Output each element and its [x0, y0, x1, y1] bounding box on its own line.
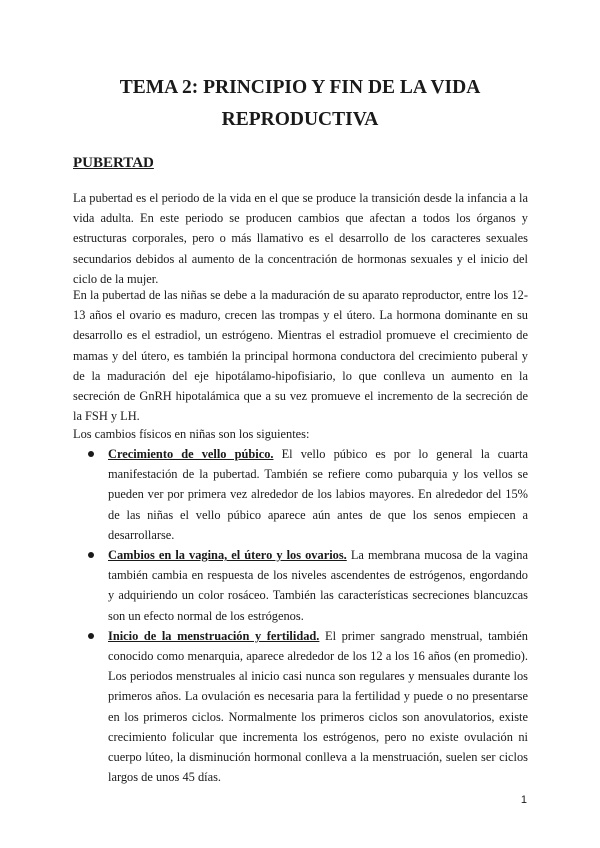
- paragraph-intro: La pubertad es el periodo de la vida en el que se produce la transición desde la infancia a la vida adulta. En este periodo se producen cambios que afectan a todos los órganos y estructuras corporales, pero o más llamativo es el desarrollo de los caracteres sexuales secundarios debidos al aumento de la concentración de hormonas sexuales y el inicio del ciclo de la mujer.: [73, 191, 528, 286]
- list-item-text: El vello púbico es por lo general la cuarta manifestación de la pubertad. También se refiere como pubarquia y los vellos se pueden ver por primera vez alrededor de los labios mayores. En alrededor del 15% de las niñas el vello púbico aparece aún antes de que los senos empiecen a desarrollarse.: [108, 447, 528, 542]
- title-line-1: TEMA 2: PRINCIPIO Y FIN DE LA VIDA: [119, 77, 481, 98]
- page-number: 1: [520, 794, 527, 806]
- physical-changes-list: [73, 444, 528, 787]
- bullet-icon: [88, 633, 94, 639]
- list-item-lead: Crecimiento de vello púbico.: [108, 447, 274, 461]
- list-item-lead: Inicio de la menstruación y fertilidad.: [108, 628, 320, 643]
- bullet-icon: [88, 552, 94, 558]
- list-item: [73, 545, 528, 626]
- bullet-icon: [88, 451, 94, 457]
- list-intro: Los cambios físicos en niñas son los siguientes:: [73, 427, 310, 441]
- list-item-text: La membrana mucosa de la vagina también cambia en respuesta de los niveles ascendentes de estrógenos, engordando y adquiriendo un color rosáceo. También las características secreciones blancuzcas son un efecto normal de los estrógenos.: [108, 548, 528, 623]
- section-heading: PUBERTAD: [73, 155, 154, 171]
- list-item: [73, 444, 528, 545]
- list-item-lead: Cambios en la vagina, el útero y los ovarios.: [108, 548, 347, 563]
- list-item: [73, 626, 528, 788]
- list-item-text: El primer sangrado menstrual, también conocido como menarquia, aparece alrededor de los 12 a los 16 años (en promedio). Los periodos menstruales al inicio casi nunca son regulares y mensuales durante los primeros años. La ovulación es necesaria para la fertilidad y puede o no presentarse en los primeros ciclos. Normalmente los primeros ciclos son anovulatorios, existe crecimiento folicular que incrementa los estrógenos, pero no existe ovulación ni cuerpo lúteo, la disminución hormonal conlleva a la menstruación, suelen ser ciclos largos de unos 45 días.: [108, 628, 528, 785]
- paragraph-maturation: En la pubertad de las niñas se debe a la maduración de su aparato reproductor, entre los 12-13 años el ovario es maduro, crecen las trompas y el útero. La hormona dominante en su desarrollo es el estradiol, un estrógeno. Mientras el estradiol promueve el crecimiento de mamas y del útero, es también la principal hormona conductora del crecimiento puberal y de la maduración del eje hipotálamo-hipofisiario, lo que conlleva un aumento en la secreción de GnRH hipotalámica que a su vez promueve el incremento de la secreción de la FSH y LH.: [73, 288, 528, 424]
- page-title: [60, 72, 540, 136]
- title-line-2: REPRODUCTIVA: [221, 109, 379, 130]
